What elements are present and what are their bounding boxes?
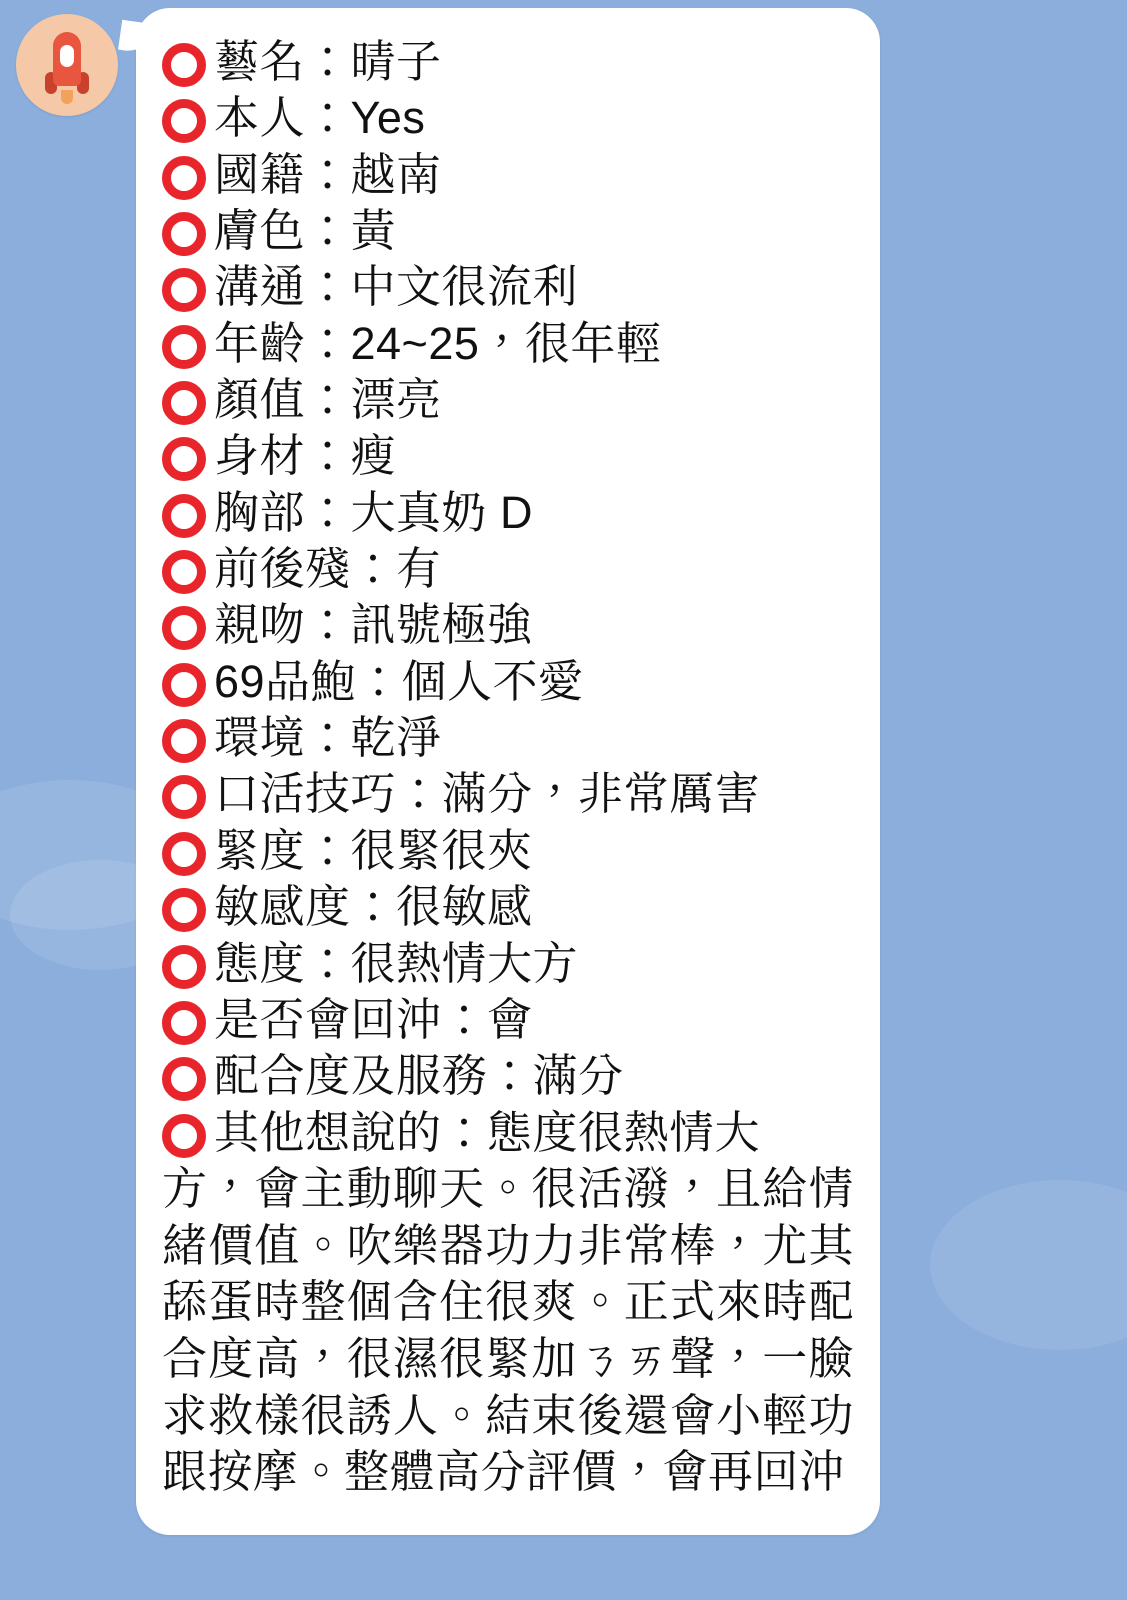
- list-item: [162, 147, 854, 202]
- field-text: 溝通：中文很流利: [214, 261, 579, 313]
- list-item: [162, 372, 854, 427]
- list-item: [162, 316, 854, 371]
- ring-bullet-icon: [162, 381, 206, 425]
- field-text: 態度：很熱情大方: [214, 937, 579, 989]
- ring-bullet-icon: [162, 606, 206, 650]
- chat-message-bubble[interactable]: [136, 8, 880, 1535]
- background-cloud-right: [930, 1180, 1127, 1350]
- list-item: [162, 428, 854, 483]
- ring-bullet-icon: [162, 268, 206, 312]
- list-item: [162, 936, 854, 991]
- final-field-body: 方，會主動聊天。很活潑，且給情緒價值。吹樂器功力非常棒，尤其舔蛋時整個含住很爽。正式來時配合度高，很濕很緊加ㄋㄞ聲，一臉求救樣很誘人。結束後還會小輕功跟按摩。整體高分評價，會再回沖: [162, 1162, 854, 1498]
- list-item: [162, 34, 854, 89]
- field-text: 藝名：晴子: [214, 36, 442, 87]
- ring-bullet-icon: [162, 775, 206, 819]
- field-text: 環境：乾淨: [214, 712, 442, 764]
- ring-bullet-icon: [162, 437, 206, 481]
- field-text: 69品鮑：個人不愛: [214, 655, 584, 707]
- ring-bullet-icon: [162, 719, 206, 763]
- list-item-final: [162, 1105, 854, 1160]
- list-item: [162, 766, 854, 821]
- field-text: 前後殘：有: [214, 543, 442, 595]
- list-item: [162, 654, 854, 709]
- list-item: [162, 259, 854, 314]
- final-field-head: 其他想說的：態度很熱情大: [214, 1106, 761, 1158]
- field-list: [162, 34, 854, 1160]
- field-text: 國籍：越南: [214, 148, 442, 200]
- ring-bullet-icon: [162, 1114, 206, 1158]
- list-item: [162, 203, 854, 258]
- field-text: 緊度：很緊很夾: [214, 824, 533, 876]
- field-text: 年齡：24~25，很年輕: [214, 317, 662, 369]
- field-text: 配合度及服務：滿分: [214, 1050, 624, 1102]
- ring-bullet-icon: [162, 43, 206, 87]
- list-item: [162, 1048, 854, 1103]
- list-item: [162, 597, 854, 652]
- ring-bullet-icon: [162, 888, 206, 932]
- field-text: 敏感度：很敏感: [214, 881, 533, 933]
- field-text: 胸部：大真奶 D: [214, 486, 534, 538]
- list-item: [162, 710, 854, 765]
- ring-bullet-icon: [162, 1001, 206, 1045]
- rocket-icon: [45, 32, 89, 98]
- ring-bullet-icon: [162, 494, 206, 538]
- field-text: 口活技巧：滿分，非常厲害: [214, 768, 761, 820]
- ring-bullet-icon: [162, 1057, 206, 1101]
- field-text: 膚色：黃: [214, 205, 397, 257]
- field-text: 本人：Yes: [214, 92, 426, 144]
- ring-bullet-icon: [162, 99, 206, 143]
- field-text: 顏值：漂亮: [214, 374, 442, 426]
- field-text: 是否會回沖：會: [214, 993, 533, 1045]
- ring-bullet-icon: [162, 325, 206, 369]
- list-item: [162, 992, 854, 1047]
- ring-bullet-icon: [162, 156, 206, 200]
- list-item: [162, 823, 854, 878]
- list-item: [162, 879, 854, 934]
- field-text: 親吻：訊號極強: [214, 599, 533, 651]
- list-item: [162, 90, 854, 145]
- ring-bullet-icon: [162, 550, 206, 594]
- list-item: [162, 541, 854, 596]
- ring-bullet-icon: [162, 832, 206, 876]
- ring-bullet-icon: [162, 212, 206, 256]
- avatar[interactable]: [16, 14, 118, 116]
- ring-bullet-icon: [162, 945, 206, 989]
- ring-bullet-icon: [162, 663, 206, 707]
- list-item: [162, 485, 854, 540]
- field-text: 身材：瘦: [214, 430, 397, 482]
